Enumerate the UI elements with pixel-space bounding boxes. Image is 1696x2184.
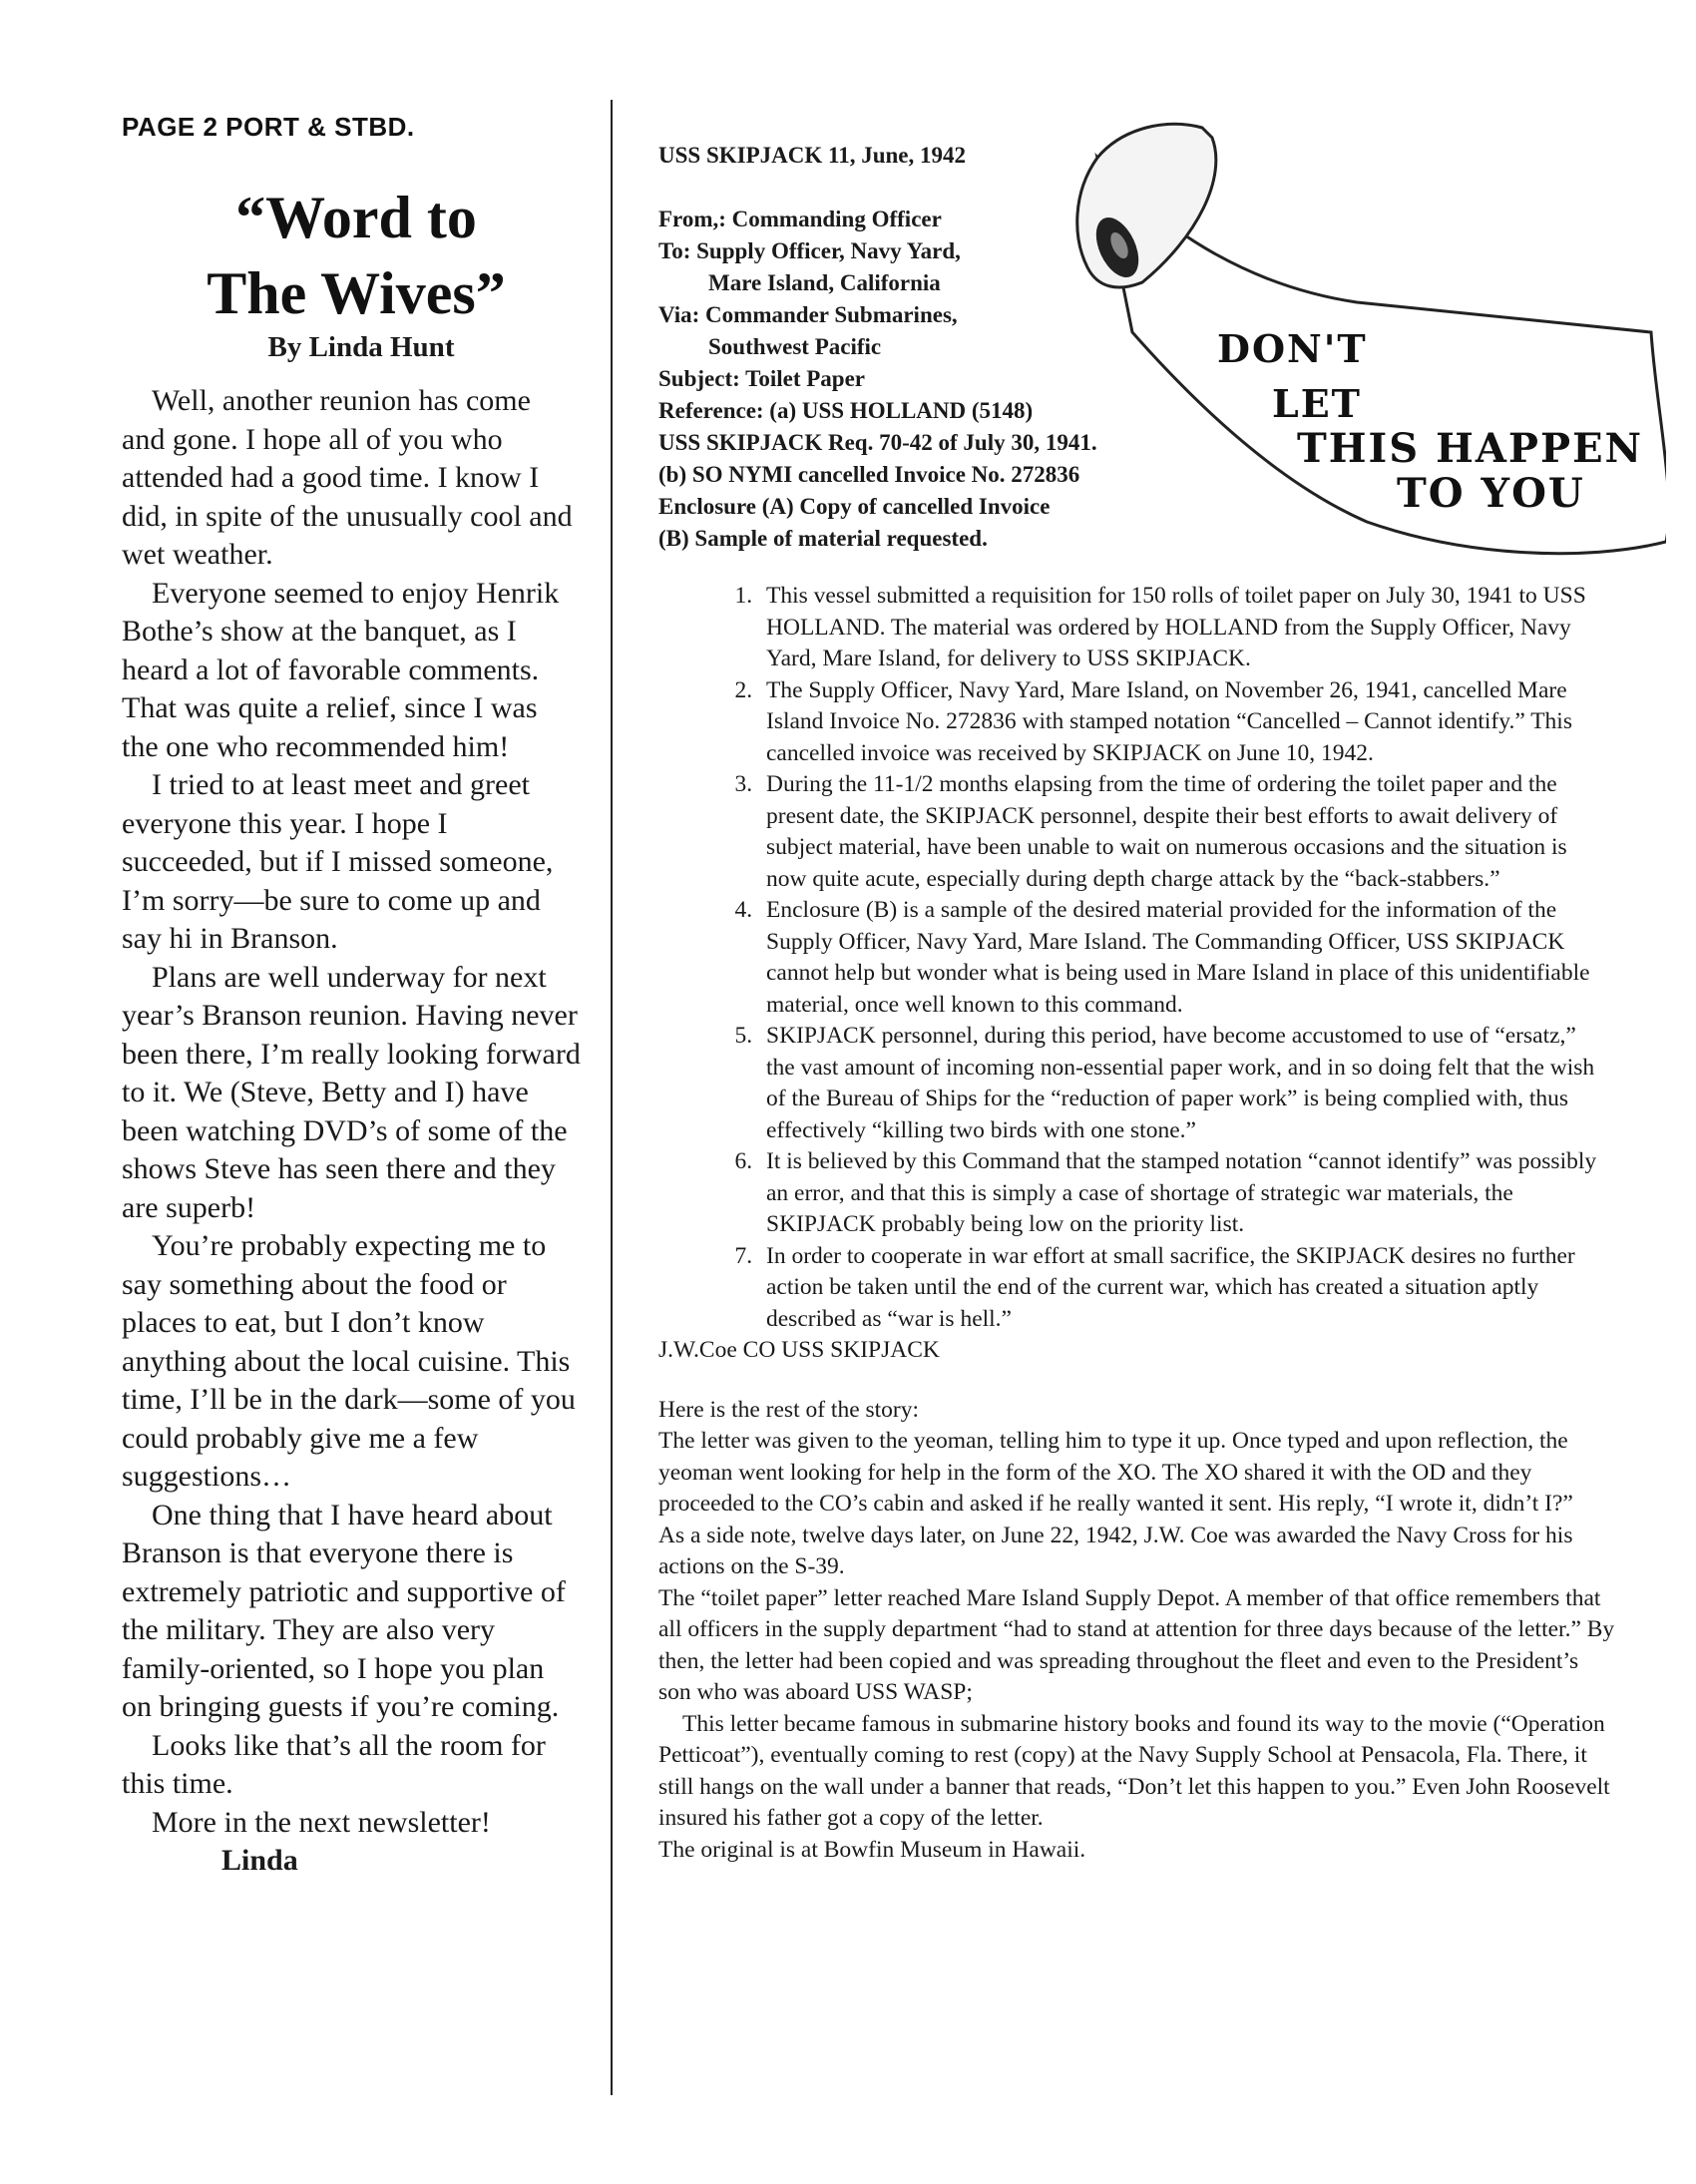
graphic-line-2: LET: [1272, 381, 1362, 426]
memo-item: 6. It is believed by this Command that the stamped notation “cannot identify” was possibly an error, and that this is simply a case of shortage of strategic war materials, the SKIPJACK probably being low on the priority list.: [758, 1146, 1606, 1241]
graphic-line-3: THIS HAPPEN: [1297, 425, 1644, 472]
memo-item: 7. In order to cooperate in war effort at small sacrifice, the SKIPJACK desires no further action be taken until the end of the current war, which has created a situation aptly described as “war is hell.”: [758, 1241, 1606, 1336]
article-paragraph: Looks like that’s all the room for this time.: [122, 1728, 546, 1800]
toilet-paper-roll-graphic: [1028, 118, 1666, 587]
article-byline: By Linda Hunt: [267, 331, 455, 363]
story-paragraph: The original is at Bowfin Museum in Hawaii.: [658, 1836, 1086, 1863]
memo-item: 1. This vessel submitted a requisition for 150 rolls of toilet paper on July 30, 1941 to USS HOLLAND. The material was ordered by HOLLAND from the Supply Officer, Navy Yard, Mare Island, for delivery to USS SKIPJACK.: [758, 581, 1606, 675]
story-paragraph: This letter became famous in submarine history books and found its way to the movie (“Operation Petticoat”), eventually coming to rest (copy) at the Navy Supply School at Pensacola, Fla. There, it still hangs on the wall under a banner that reads, “Don’t let this happen to you.” Even John Roosevelt insured his father got a copy of the letter.: [658, 1710, 1610, 1831]
memo-to: To: Supply Officer, Navy Yard,: [658, 238, 961, 263]
memo-items: [658, 581, 1606, 1335]
title-line-2: The Wives”: [207, 260, 506, 326]
story-paragraph: As a side note, twelve days later, on June 22, 1942, J.W. Coe was awarded the Navy Cross for his actions on the S-39.: [658, 1522, 1573, 1579]
memo-item: 2. The Supply Officer, Navy Yard, Mare Island, on November 26, 1941, cancelled Mare Island Invoice No. 272836 with stamped notation “Cancelled – Cannot identify.” This cancelled invoice was received by SKIPJACK on June 10, 1942.: [758, 675, 1606, 770]
column-divider: [611, 100, 613, 2095]
article-paragraph: One thing that I have heard about Branson is that everyone there is extremely patriotic and supportive of the military. They are also very family-oriented, so I hope you plan on bringing guests if you’re coming.: [122, 1498, 566, 1723]
page-header: PAGE 2 PORT & STBD.: [122, 112, 415, 142]
story-heading: Here is the rest of the story:: [658, 1396, 920, 1423]
rest-of-story: [658, 1395, 1616, 1867]
memo-subject: Subject: Toilet Paper: [658, 366, 865, 391]
story-paragraph: The “toilet paper” letter reached Mare Island Supply Depot. A member of that office remembers that all officers in the supply department “had to stand at attention for three days because of the letter.” By then, the letter had been copied and was spreading throughout the fleet and even to the President’s son who was aboard USS WASP;: [658, 1584, 1615, 1705]
memo-item: 5. SKIPJACK personnel, during this period, have become accustomed to use of “ersatz,” the vast amount of incoming non-essential paper work, and in so doing felt that the wish of the Bureau of Ships for the “reduction of paper work” is being complied with, thus effectively “killing two birds with one stone.”: [758, 1021, 1606, 1146]
word-to-wives-column: [122, 180, 581, 1880]
memo-reference: Reference: (a) USS HOLLAND (5148): [658, 398, 1034, 423]
memo-via-cont: Southwest Pacific: [708, 334, 882, 359]
memo-signoff: J.W.Coe CO USS SKIPJACK: [658, 1337, 940, 1363]
memo-enclosure-a: Enclosure (A) Copy of cancelled Invoice: [658, 494, 1051, 519]
article-paragraph: You’re probably expecting me to say something about the food or places to eat, but I don’t know anything about the local cuisine. This time, I’ll be in the dark—some of you could probably give me a few suggestions…: [122, 1229, 576, 1493]
memo-requisition: USS SKIPJACK Req. 70-42 of July 30, 1941.: [658, 430, 1097, 455]
article-signature: Linda: [221, 1844, 298, 1877]
memo-enclosure-b: (B) Sample of material requested.: [658, 526, 988, 551]
memo-from: From,: Commanding Officer: [658, 207, 942, 231]
memo-date: USS SKIPJACK 11, June, 1942: [658, 143, 967, 168]
article-paragraph: More in the next newsletter!: [152, 1805, 491, 1839]
graphic-line-1: DON'T: [1217, 326, 1368, 371]
graphic-line-4: TO YOU: [1397, 470, 1585, 517]
memo-via: Via: Commander Submarines,: [658, 302, 958, 327]
article-paragraph: I tried to at least meet and greet everyone this year. I hope I succeeded, but if I missed someone, I’m sorry—be sure to come up and say hi in Branson.: [122, 768, 554, 955]
memo-reference-b: (b) SO NYMI cancelled Invoice No. 272836: [658, 462, 1080, 487]
memo-to-cont: Mare Island, California: [708, 270, 941, 295]
article-body: [122, 382, 581, 1842]
article-paragraph: Well, another reunion has come and gone. I hope all of you who attended had a good time. I know I did, in spite of the unusually cool and wet weather.: [122, 384, 573, 571]
memo-item: 3. During the 11-1/2 months elapsing from the time of ordering the toilet paper and the present date, the SKIPJACK personnel, despite their best efforts to await delivery of subject material, have been unable to wait on numerous occasions and the situation is now quite acute, especially during depth charge attack by the “back-stabbers.”: [758, 769, 1606, 895]
title-line-1: “Word to: [235, 185, 477, 250]
memo-item: 4. Enclosure (B) is a sample of the desired material provided for the information of the Supply Officer, Navy Yard, Mare Island. The Commanding Officer, USS SKIPJACK cannot help but wonder what is being used in Mare Island in place of this unidentifiable material, once well known to this command.: [758, 895, 1606, 1021]
article-paragraph: Everyone seemed to enjoy Henrik Bothe’s show at the banquet, as I heard a lot of favorable comments. That was quite a relief, since I was the one who recommended him!: [122, 576, 560, 763]
article-paragraph: Plans are well underway for next year’s Branson reunion. Having never been there, I’m really looking forward to it. We (Steve, Betty and I) have been watching DVD’s of some of the shows Steve has seen there and they are superb!: [122, 960, 581, 1224]
article-title: [132, 180, 581, 331]
story-paragraph: The letter was given to the yeoman, telling him to type it up. Once typed and upon reflection, the yeoman went looking for help in the form of the XO. The XO shared it with the OD and they proceeded to the CO’s cabin and asked if he really wanted it sent. His reply, “I wrote it, didn’t I?”: [658, 1428, 1573, 1517]
